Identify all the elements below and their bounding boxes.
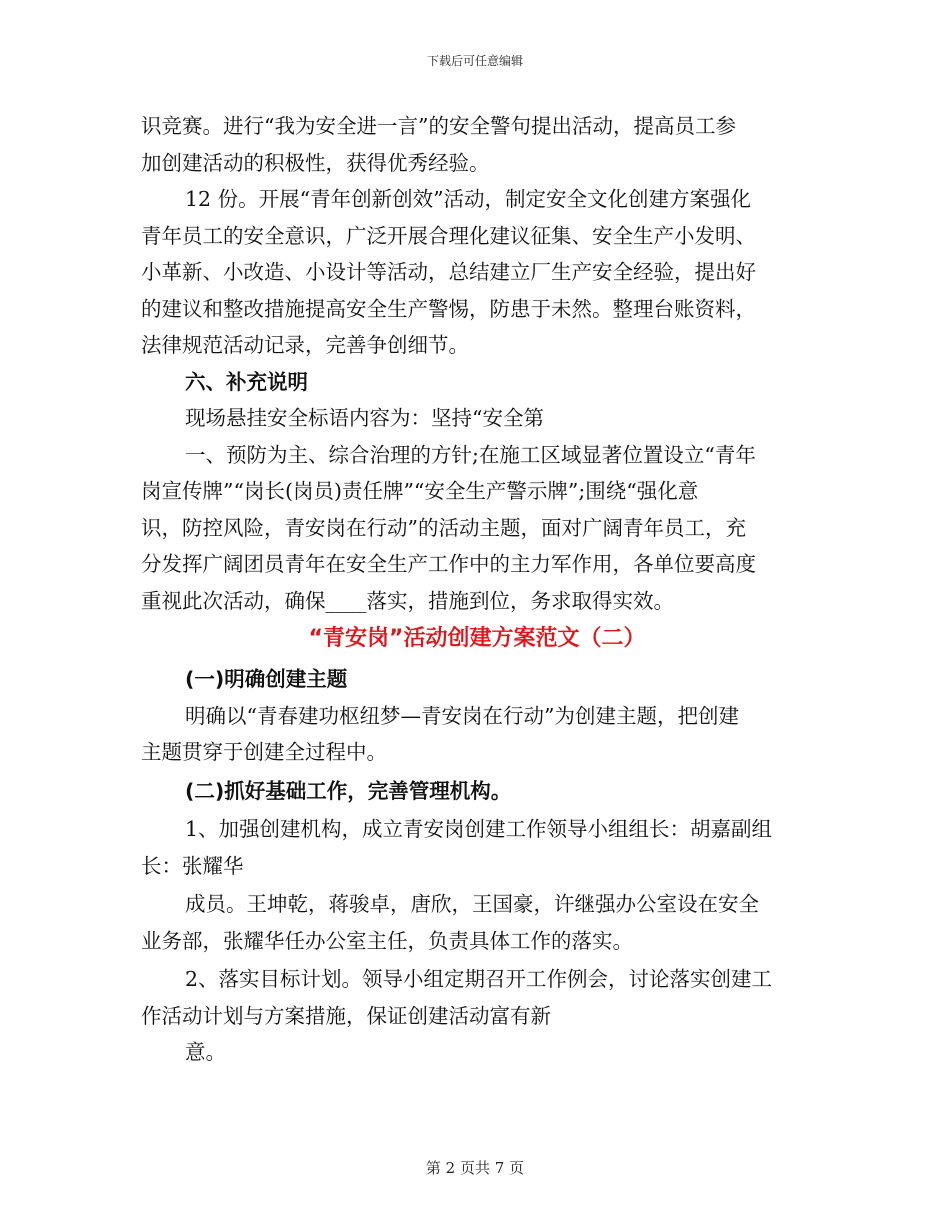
paragraph-5 — [141, 698, 813, 771]
text-line: 长：张耀华 — [141, 853, 244, 878]
paragraph-7 — [141, 886, 813, 959]
document-body — [141, 108, 813, 1071]
paragraph-8 — [141, 961, 813, 1034]
text-line: 青年员工的安全意识，广泛开展合理化建议征集、安全生产小发明、 — [141, 223, 756, 248]
heading-text: (二)抓好基础工作，完善管理机构。 — [185, 778, 512, 803]
text-line: 岗宣传牌”“岗长(岗员)责任牌”“安全生产警示牌”;围绕“强化意 — [141, 479, 699, 503]
text-line: 业务部，张耀华任办公室主任，负责具体工作的落实。 — [141, 928, 633, 953]
page-header: 下载后可任意编辑 — [426, 54, 523, 68]
text-line: 识，防控风险，青安岗在行动”的活动主题，面对广阔青年员工，充 — [141, 515, 746, 540]
subheading-2 — [141, 773, 813, 810]
text-line: 重视此次活动，确保____落实，措施到位，务求取得实效。 — [141, 588, 674, 613]
section-heading-6 — [141, 364, 813, 401]
subheading-1 — [141, 661, 813, 698]
paragraph-3 — [141, 400, 813, 437]
text-line: 加创建活动的积极性，获得优秀经验。 — [141, 150, 490, 175]
text-line: 的建议和整改措施提高安全生产警惕，防患于未然。整理台账资料， — [141, 296, 756, 321]
text-line: 一、预防为主、综合治理的方针;在施工区域显著位置设立“青年 — [185, 442, 756, 467]
text-line: 识竞赛。进行“我为安全进一言”的安全警句提出活动，提高员工参 — [141, 114, 736, 138]
heading-text: (一)明确创建主题 — [185, 667, 348, 691]
text-line: 成员。王坤乾，蒋骏卓，唐欣，王国豪，许继强办公室设在安全 — [185, 892, 759, 916]
text-line: 小革新、小改造、小设计等活动，总结建立厂生产安全经验，提出好 — [141, 260, 756, 284]
document-title-2: “青安岗”活动创建方案范文（二） — [308, 626, 646, 651]
text-line: 12 份。开展“青年创新创效”活动，制定安全文化创建方案强化 — [185, 187, 752, 211]
text-line: 现场悬挂安全标语内容为：坚持“安全第 — [185, 406, 544, 430]
text-line: 分发挥广阔团员青年在安全生产工作中的主力军作用，各单位要高度 — [141, 552, 756, 576]
text-line: 作活动计划与方案措施，保证创建活动富有新 — [141, 1003, 551, 1028]
text-line: 明确以“青春建功枢纽梦—青安岗在行动”为创建主题，把创建 — [185, 703, 739, 728]
paragraph-9 — [141, 1034, 813, 1071]
heading-text: 六、补充说明 — [185, 369, 308, 394]
paragraph-1 — [141, 108, 813, 181]
paragraph-2 — [141, 181, 813, 364]
page-footer: 第 2 页共 7 页 — [425, 1159, 525, 1177]
paragraph-4 — [141, 437, 813, 620]
paragraph-6 — [141, 811, 813, 884]
text-line: 1、加强创建机构，成立青安岗创建工作领导小组组长：胡嘉副组 — [185, 817, 773, 841]
text-line: 主题贯穿于创建全过程中。 — [141, 740, 387, 764]
text-line: 意。 — [185, 1040, 226, 1064]
text-line: 法律规范活动记录，完善争创细节。 — [141, 333, 469, 357]
text-line: 2、落实目标计划。领导小组定期召开工作例会，讨论落实创建工 — [185, 967, 773, 991]
